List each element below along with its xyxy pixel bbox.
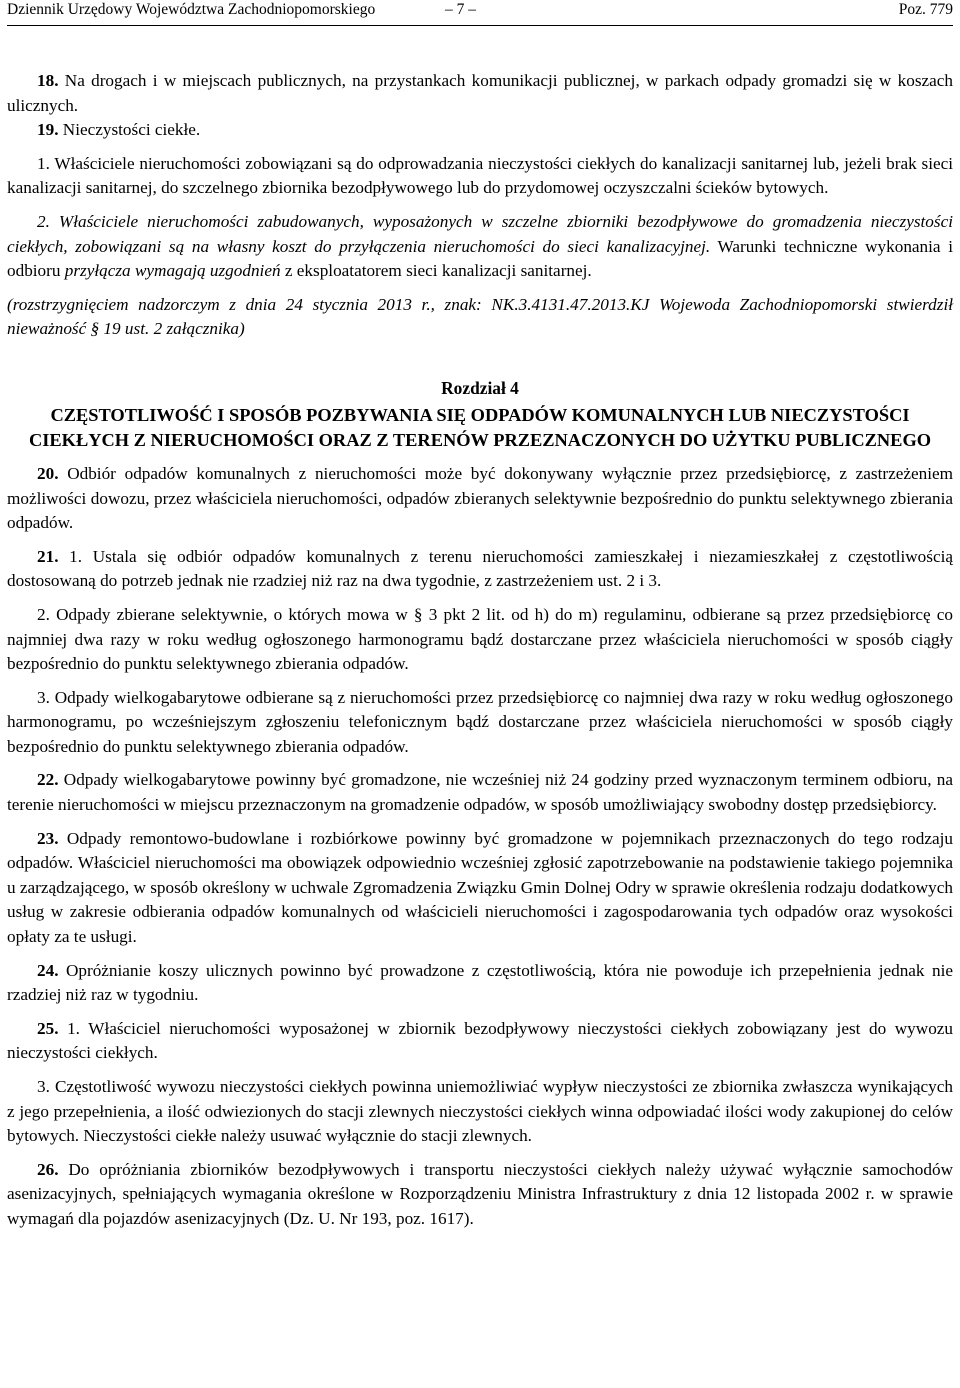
section-21-para-2: 2. Odpady zbierane selektywnie, o których mowa w § 3 pkt 2 lit. od h) do m) regulaminu, odbierane są przez przedsiębiorcę co najmniej dwa razy w roku według ogłoszonego harmonogramu bądź dostarczane przez właściciela nieruchomości w sposób ciągły bezpośrednio do punktu selektywnego zbierania odpadów.: [7, 604, 953, 674]
section-text: Odbiór odpadów komunalnych z nieruchomości może być dokonywany wyłącznie przez przedsiębiorcę, z zastrzeżeniem możliwości dowozu, przez właściciela nieruchomości, odpadów zbieranych selektywnie bezpośrednio do punktu selektywnego zbierania odpadów.: [7, 463, 953, 533]
supervisory-note: (rozstrzygnięciem nadzorczym z dnia 24 stycznia 2013 r., znak: NK.3.4131.47.2013.KJ Wojewoda Zachodniopomorski stwierdził nieważność § 19 ust. 2 załącznika): [7, 294, 953, 339]
section-21: [7, 545, 953, 594]
document-body: [7, 69, 953, 1232]
chapter-number: Rozdział 4: [441, 377, 519, 398]
section-21-para-3: 3. Odpady wielkogabarytowe odbierane są z nieruchomości przez przedsiębiorcę co najmniej dwa razy w roku według ogłoszonego harmonogramu, po wcześniejszym zgłoszeniu telefonicznym bądź dostarczane przez właściciela nieruchomości w sposób ciągły bezpośrednio do punktu selektywnego zbierania odpadów.: [7, 687, 953, 756]
section-25-para-3: 3. Częstotliwość wywozu nieczystości ciekłych powinna uniemożliwiać wypływ nieczystości ze zbiornika zwłaszcza wynikających z jego przepełnienia, a ilość odwiezionych do stacji zlewnych nieczystości ciekłych winna odpowiadać ilości wody zakupionej do celów bytowych. Nieczystości ciekłe należy usuwać wyłącznie do stacji zlewnych.: [7, 1077, 953, 1146]
section-number: 21.: [37, 546, 59, 566]
section-number: 24.: [37, 960, 59, 980]
position-number: Poz. 779: [898, 1, 953, 18]
section-19: [7, 118, 953, 143]
section-number: 20.: [37, 463, 59, 483]
section-number: 26.: [37, 1159, 59, 1179]
section-25: [7, 1017, 953, 1066]
section-text: Odpady remontowo-budowlane i rozbiórkowe powinny być gromadzone w pojemnikach przeznaczonych do tego rodzaju odpadów. Właściciel nieruchomości ma obowiązek odpowiednio wcześniej zgłosić zapotrzebowanie na podstawienie takiego pojemnika u zarządzającego, w sposób określony w uchwale Zgromadzenia Związku Gmin Dolnej Odry w sprawie określenia rodzaju dodatkowych usług w zakresie odbierania odpadów komunalnych od właścicieli nieruchomości i zagospodarowania tych odpadów oraz wysokości opłaty za te usługi.: [7, 828, 953, 947]
section-24: [7, 959, 953, 1008]
para-text: Warunki techniczne wykonania i odbioru: [7, 236, 953, 281]
section-number: 19.: [37, 120, 59, 140]
page-number: – 7 –: [445, 1, 476, 18]
section-23: [7, 827, 953, 950]
section-text: Na drogach i w miejscach publicznych, na przystankach komunikacji publicznej, w parkach odpady gromadzi się w koszach ulicznych.: [7, 71, 953, 115]
chapter-heading: [7, 376, 953, 453]
section-text: Odpady wielkogabarytowe powinny być gromadzone, nie wcześniej niż 24 godziny przed wyznaczonym terminem odbioru, na terenie nieruchomości w miejscu przeznaczonym na gromadzenie odpadów, w sposób umożliwiający swobodny dostęp przedsiębiorcy.: [7, 770, 954, 815]
chapter-title: CZĘSTOTLIWOŚĆ I SPOSÓB POZBYWANIA SIĘ ODPADÓW KOMUNALNYCH LUB NIECZYSTOŚCI CIEKŁYCH Z NIERUCHOMOŚCI ORAZ Z TERENÓW PRZEZNACZONYCH DO UŻYTKU PUBLICZNEGO: [28, 404, 932, 450]
section-18: [7, 69, 953, 118]
section-text: 1. Ustala się odbiór odpadów komunalnych z terenu nieruchomości zamieszkałej i niezamieszkałej z częstotliwością dostosowaną do potrzeb jednak nie rzadziej niż raz na dwa tygodnie, z zastrzeżeniem ust. 2 i 3.: [7, 546, 953, 591]
struck-text: 2. Właściciele nieruchomości zabudowanych, wyposażonych w szczelne zbiorniki bezodpływowe do gromadzenia nieczystości ciekłych, zobowiązani są na własny koszt do przyłączenia nieruchomości do sieci kanalizacyjnej.: [7, 211, 953, 256]
section-text: Opróżnianie koszy ulicznych powinno być prowadzone z częstotliwością, która nie powoduje ich przepełnienia jednak nie rzadziej niż raz w tygodniu.: [7, 960, 954, 1005]
section-22: [7, 768, 953, 817]
section-19-para-2: [7, 210, 953, 284]
section-text: 1. Właściciel nieruchomości wyposażonej w zbiornik bezodpływowy nieczystości ciekłych zobowiązany jest do wywozu nieczystości ciekłych.: [7, 1018, 954, 1063]
section-number: 22.: [37, 770, 59, 790]
section-20: [7, 462, 953, 536]
section-26: [7, 1158, 953, 1232]
section-text: Nieczystości ciekłe.: [62, 120, 201, 140]
page-header: [7, 0, 953, 26]
section-number: 25.: [37, 1018, 59, 1038]
section-number: 18.: [37, 71, 59, 90]
para-text: z eksploatatorem sieci kanalizacji sanitarnej.: [280, 261, 592, 281]
section-text: Do opróżniania zbiorników bezodpływowych i transportu nieczystości ciekłych należy używać wyłącznie samochodów asenizacyjnych, spełniających wymagania określone w Rozporządzeniu Ministra Infrastruktury z dnia 12 listopada 2002 r. w sprawie wymagań dla pojazdów asenizacyjnych (Dz. U. Nr 193, poz. 1617).: [7, 1159, 954, 1228]
journal-title: Dziennik Urzędowy Województwa Zachodniopomorskiego: [7, 1, 376, 18]
section-19-para-1: 1. Właściciele nieruchomości zobowiązani są do odprowadzania nieczystości ciekłych do kanalizacji sanitarnej lub, jeżeli brak sieci kanalizacji sanitarnej, do szczelnego zbiornika bezodpływowego lub do przydomowej oczyszczalni ścieków bytowych.: [7, 153, 953, 198]
struck-text: przyłącza wymagają uzgodnień: [64, 261, 281, 281]
section-number: 23.: [37, 828, 59, 848]
